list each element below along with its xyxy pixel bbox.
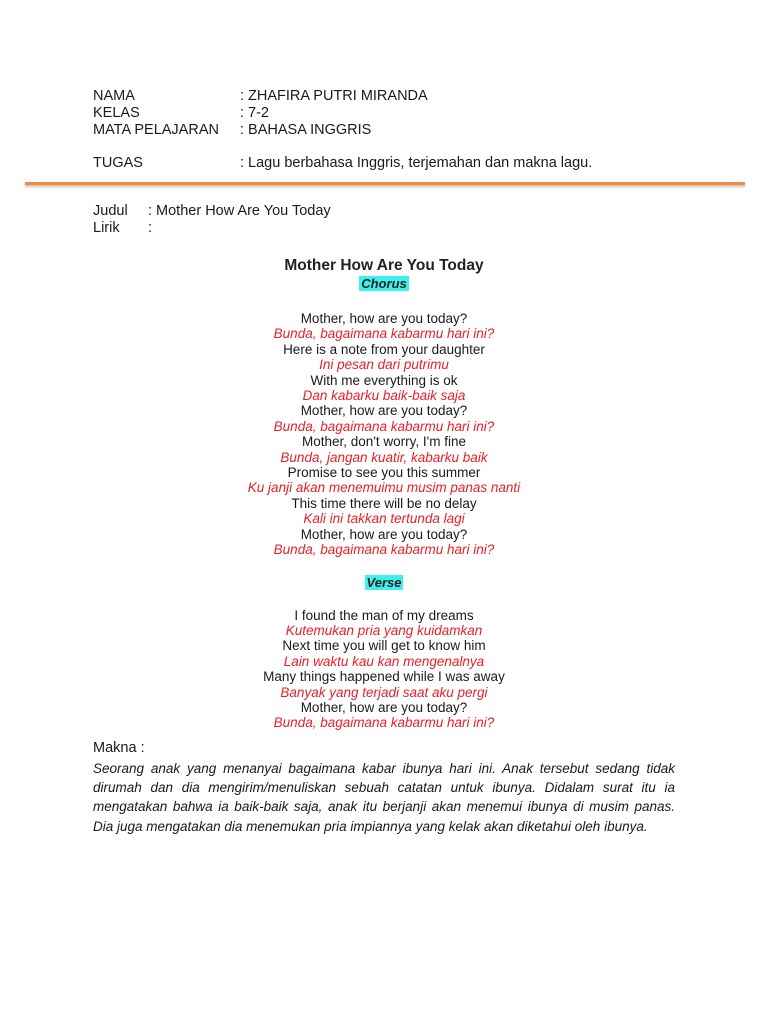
lyric-line-translation: Kutemukan pria yang kuidamkan xyxy=(285,622,483,638)
info-separator: : xyxy=(240,122,245,138)
song-meta xyxy=(93,203,331,237)
info-label: NAMA xyxy=(93,88,135,104)
lyric-line-translation: Lain waktu kau kan mengenalnya xyxy=(283,653,485,669)
info-label: KELAS xyxy=(93,105,140,121)
info-value: ZHAFIRA PUTRI MIRANDA xyxy=(248,88,428,104)
info-value: 7-2 xyxy=(248,105,269,121)
lyric-line-english: Mother, how are you today? xyxy=(300,526,468,542)
lyric-line-english: Many things happened while I was away xyxy=(263,669,505,685)
meta-separator: : xyxy=(148,220,153,236)
meta-label: Lirik xyxy=(93,220,120,236)
lyric-line-translation: Bunda, bagaimana kabarmu hari ini? xyxy=(273,542,495,558)
meaning-separator: : xyxy=(140,740,145,756)
info-row-kelas xyxy=(93,105,733,122)
lyrics-section xyxy=(0,256,768,731)
info-row-mata-pelajaran xyxy=(93,122,733,139)
lyric-line-english: With me everything is ok xyxy=(310,372,458,388)
verse-label: Verse xyxy=(366,574,402,590)
meaning-label: Makna xyxy=(93,740,137,756)
lyric-line-translation: Bunda, bagaimana kabarmu hari ini? xyxy=(273,326,495,342)
lyric-line-english: Next time you will get to know him xyxy=(282,638,486,654)
lyric-line-english: Mother, don't worry, I'm fine xyxy=(302,434,466,450)
lyric-line-translation: Banyak yang terjadi saat aku pergi xyxy=(280,684,488,700)
student-info xyxy=(93,88,733,172)
lyric-line-english: Here is a note from your daughter xyxy=(283,341,485,357)
lyric-line-english: Mother, how are you today? xyxy=(300,311,468,326)
meaning-section xyxy=(93,740,675,836)
info-separator: : xyxy=(240,105,245,121)
lyric-line-translation: Bunda, bagaimana kabarmu hari ini? xyxy=(273,715,495,731)
lyric-line-translation: Bunda, bagaimana kabarmu hari ini? xyxy=(273,418,495,434)
lyric-line-translation: Dan kabarku baik-baik saja xyxy=(302,388,466,404)
lyric-line-english: Mother, how are you today? xyxy=(300,699,468,715)
meta-separator: : xyxy=(148,203,153,219)
info-label: TUGAS xyxy=(93,155,143,171)
lyric-line-translation: Bunda, jangan kuatir, kabarku baik xyxy=(280,449,488,465)
meta-label: Judul xyxy=(93,203,128,219)
verse-lines xyxy=(0,608,768,731)
info-value: BAHASA INGGRIS xyxy=(248,122,372,138)
lyric-line-english: This time there will be no delay xyxy=(291,495,477,511)
meaning-label-row xyxy=(93,740,675,757)
chorus-lines xyxy=(0,311,768,558)
meta-value: Mother How Are You Today xyxy=(156,203,331,219)
section-divider xyxy=(25,182,745,185)
lyric-line-english: Promise to see you this summer xyxy=(287,465,481,481)
meta-row-lirik xyxy=(93,220,331,237)
lyric-line-translation: Kali ini takkan tertunda lagi xyxy=(303,511,465,527)
info-separator: : xyxy=(240,155,245,171)
info-row-nama xyxy=(93,88,733,105)
lyric-line-translation: Ku janji akan menemuimu musim panas nanti xyxy=(247,480,521,496)
meaning-text: Seorang anak yang menanyai bagaimana kabar ibunya hari ini. Anak tersebut sedang tidak dirumah dan dia mengirim/menuliskan sebuah catatan untuk ibunya. Didalam surat itu ia mengatakan bahwa ia baik-baik saja, anak itu berjanji akan menemui ibunya di musim panas. Dia juga mengatakan dia menemukan pria impiannya yang kelak akan diketahui oleh ibunya. xyxy=(93,761,675,834)
lyric-line-translation: Ini pesan dari putrimu xyxy=(319,357,449,373)
song-title: Mother How Are You Today xyxy=(284,257,484,274)
info-label: MATA PELAJARAN xyxy=(93,122,219,138)
info-row-tugas xyxy=(93,155,733,172)
meta-row-judul xyxy=(93,203,331,220)
info-separator: : xyxy=(240,88,245,104)
chorus-label: Chorus xyxy=(361,276,407,291)
info-value: Lagu berbahasa Inggris, terjemahan dan makna lagu. xyxy=(248,155,593,171)
lyric-line-english: I found the man of my dreams xyxy=(294,607,474,623)
lyric-line-english: Mother, how are you today? xyxy=(300,403,468,419)
